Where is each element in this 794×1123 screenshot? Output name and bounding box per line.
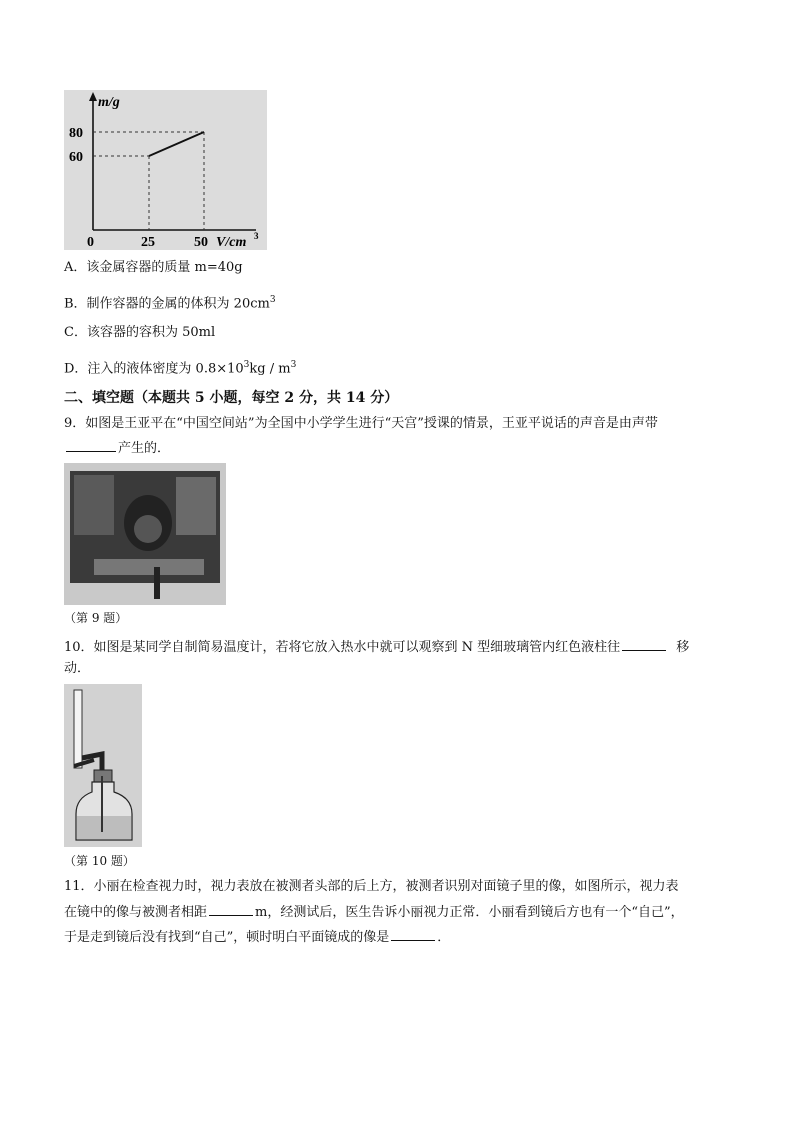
section-heading: 二、填空题（本题共 5 小题，每空 2 分，共 14 分） xyxy=(64,390,399,406)
q11-blank-1[interactable] xyxy=(209,901,253,916)
q11-line3 xyxy=(64,926,450,948)
option-b xyxy=(64,290,276,314)
q10-thermometer-image xyxy=(64,684,142,847)
y-tick-80: 80 xyxy=(69,126,83,141)
q9-line1: 9．如图是王亚平在“中国空间站”为全国中小学学生进行“天宫”授课的情景，王亚平说话的声音是由声带 xyxy=(64,416,658,431)
y-axis-label: m/g xyxy=(98,95,120,110)
option-d-unit: kg / m xyxy=(249,361,291,377)
x-tick-0: 0 xyxy=(87,235,94,250)
q11-line2-tail: m，经测试后，医生告诉小丽视力正常．小丽看到镜后方也有一个“自己”， xyxy=(255,905,684,920)
x-tick-25: 25 xyxy=(141,235,155,250)
q10-blank[interactable] xyxy=(622,636,666,651)
q11-line1: 11．小丽在检查视力时，视力表放在被测者头部的后上方，被测者识别对面镜子里的像，如图所示，视力表 xyxy=(64,879,679,894)
x-tick-50: 50 xyxy=(194,235,208,250)
mass-volume-graph xyxy=(64,90,267,250)
q9-photo-svg xyxy=(64,463,226,605)
option-b-sup: 3 xyxy=(269,295,276,305)
q11-line2 xyxy=(64,901,684,923)
q10-line2: 动． xyxy=(64,661,91,676)
x-axis-label-sup: 3 xyxy=(254,231,259,241)
option-a: A．该金属容器的质量 m=40g xyxy=(64,260,243,275)
q10-line1-tail: 移 xyxy=(676,640,690,655)
q11-line3-text: 于是走到镜后没有找到“自己”，顿时明白平面镜成的像是 xyxy=(64,930,390,945)
x-axis-label: V/cm xyxy=(216,235,247,250)
option-d-sup2: 3 xyxy=(290,360,297,370)
q9-photo xyxy=(64,463,226,605)
q10-line1-text: 10．如图是某同学自制简易温度计，若将它放入热水中就可以观察到 N 型细玻璃管内红色液柱往 xyxy=(64,640,621,655)
option-d-text: D．注入的液体密度为 0.8×10 xyxy=(64,361,244,377)
option-b-text: B．制作容器的金属的体积为 20cm xyxy=(64,296,270,312)
q9-caption: （第 9 题） xyxy=(64,611,128,625)
y-tick-60: 60 xyxy=(69,150,83,165)
option-d-sup1: 3 xyxy=(243,360,250,370)
q10-caption: （第 10 题） xyxy=(64,854,135,868)
q11-blank-2[interactable] xyxy=(391,926,435,941)
q11-line3-tail: ． xyxy=(437,930,451,945)
q10-line1 xyxy=(64,636,689,658)
graph-svg xyxy=(64,90,267,250)
q9-line2 xyxy=(64,437,170,459)
option-d xyxy=(64,355,296,379)
q9-blank[interactable] xyxy=(66,437,116,452)
q9-line2-text: 产生的． xyxy=(118,441,171,456)
option-c: C．该容器的容积为 50ml xyxy=(64,325,216,340)
q10-thermometer-svg xyxy=(64,684,142,847)
q11-line2-text: 在镜中的像与被测者相距 xyxy=(64,905,208,920)
